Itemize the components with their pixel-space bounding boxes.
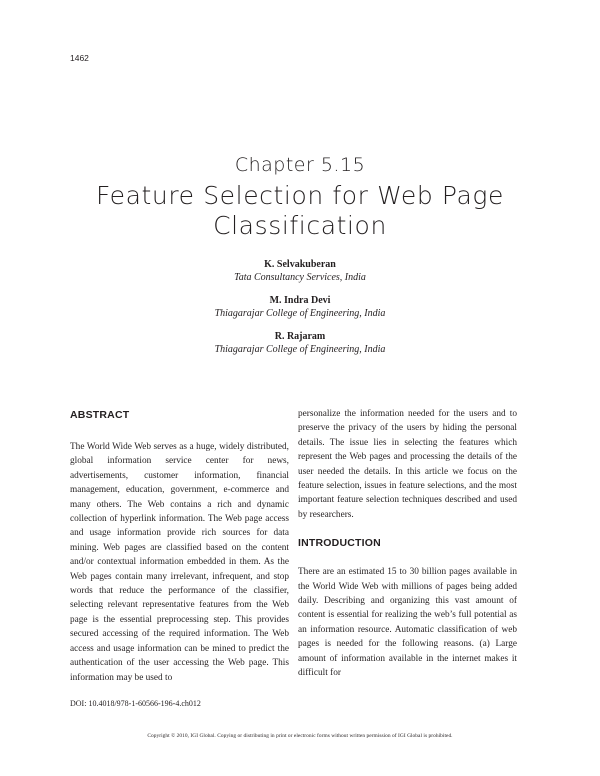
author-list xyxy=(0,259,600,367)
chapter-label: Chapter 5.15 xyxy=(234,154,366,176)
abstract-text-left: The World Wide Web serves as a huge, widely distributed, global information service center for news, advertisements, customer information, financial management, education, government, e-commerce and many others. The Web contains a rich and dynamic collection of hyperlink information. The Web page access and usage information provide rich sources for data mining. Web pages are classified based on the content and/or contextual information embedded in them. As the Web pages contain many irrelevant, infrequent, and stop words that reduce the performance of the classifier, selecting relevant representative features from the Web page is the essential preprocessing step. This provides secured accessing of the required information. The Web access and usage information can be mined to predict the authentication of the user accessing the Web page. This information may be used to xyxy=(70,442,289,683)
author-block xyxy=(0,259,600,284)
page-number: 1462 xyxy=(70,53,89,63)
left-column xyxy=(70,408,289,685)
introduction-text: There are an estimated 15 to 30 billion pages available in the World Wide Web with millions of pages being added daily. Describing and organizing this vast amount of content is essential for realizing the web’s full potential as an information resource. Automatic classification of web pages is needed for the following reasons. (a) Large amount of information available in the internet makes it difficult for xyxy=(298,567,517,679)
abstract-heading: ABSTRACT xyxy=(70,409,130,421)
doi-line: DOI: 10.4018/978-1-60566-196-4.ch012 xyxy=(70,699,201,708)
author-affiliation: Thiagarajar College of Engineering, India xyxy=(214,307,386,319)
right-column xyxy=(298,407,517,681)
author-name: R. Rajaram xyxy=(274,331,326,342)
chapter-title: Feature Selection for Web Page Classification xyxy=(95,181,504,240)
author-block xyxy=(0,295,600,320)
copyright-notice: Copyright © 2010, IGI Global. Copying or distributing in print or electronic forms without written permission of IGI Global is prohibited. xyxy=(147,733,453,739)
author-affiliation: Thiagarajar College of Engineering, India xyxy=(214,343,386,355)
abstract-text-right: personalize the information needed for the users and to preserve the privacy of the users by hiding the personal details. The issue lies in selecting the features which represent the Web pages and processing the details of the user needed the details. In this article we focus on the feature selection, issues in feature selections, and the most important feature selection techniques described and used by researchers. xyxy=(298,409,517,520)
author-name: K. Selvakuberan xyxy=(264,259,336,270)
introduction-heading: INTRODUCTION xyxy=(298,537,381,550)
author-affiliation: Tata Consultancy Services, India xyxy=(234,271,366,283)
author-name: M. Indra Devi xyxy=(269,295,331,306)
author-block xyxy=(0,331,600,356)
